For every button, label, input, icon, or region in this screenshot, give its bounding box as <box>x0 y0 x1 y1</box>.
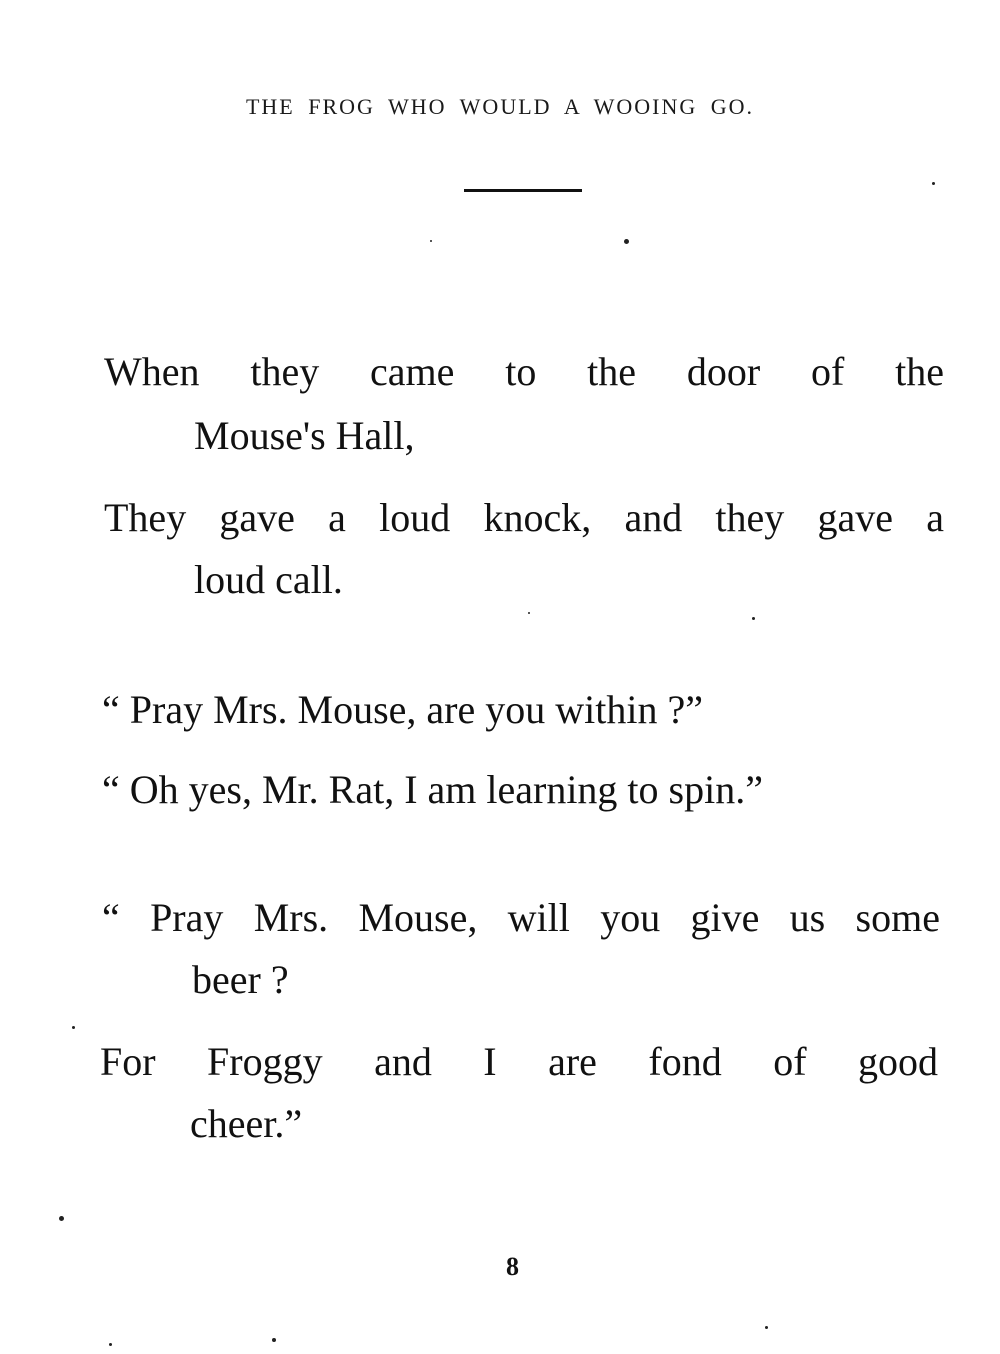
print-speck <box>72 1026 75 1029</box>
print-speck <box>272 1338 276 1342</box>
verse-line: They gave a loud knock, and they gave a <box>104 495 944 540</box>
verse-line-continuation: Mouse's Hall, <box>194 413 415 458</box>
print-speck <box>59 1216 64 1221</box>
running-head: THE FROG WHO WOULD A WOOING GO. <box>245 94 755 119</box>
verse-line-continuation: cheer.” <box>190 1101 303 1146</box>
print-speck <box>932 182 935 185</box>
page-number: 8 <box>506 1252 519 1281</box>
print-speck <box>430 240 432 242</box>
print-speck <box>528 612 530 614</box>
header-rule <box>464 189 582 192</box>
verse-line-continuation: beer ? <box>192 957 289 1002</box>
verse-line: “ Pray Mrs. Mouse, are you within ?” <box>102 687 703 732</box>
verse-line: “ Oh yes, Mr. Rat, I am learning to spin.” <box>102 767 763 812</box>
print-speck <box>109 1343 112 1346</box>
verse-line: When they came to the door of the <box>104 349 944 394</box>
print-speck <box>752 617 755 620</box>
verse-line-continuation: loud call. <box>194 557 343 602</box>
print-speck <box>765 1326 768 1329</box>
verse-line: “ Pray Mrs. Mouse, will you give us some <box>102 895 940 940</box>
verse-line: For Froggy and I are fond of good <box>100 1039 938 1084</box>
print-speck <box>624 239 629 244</box>
